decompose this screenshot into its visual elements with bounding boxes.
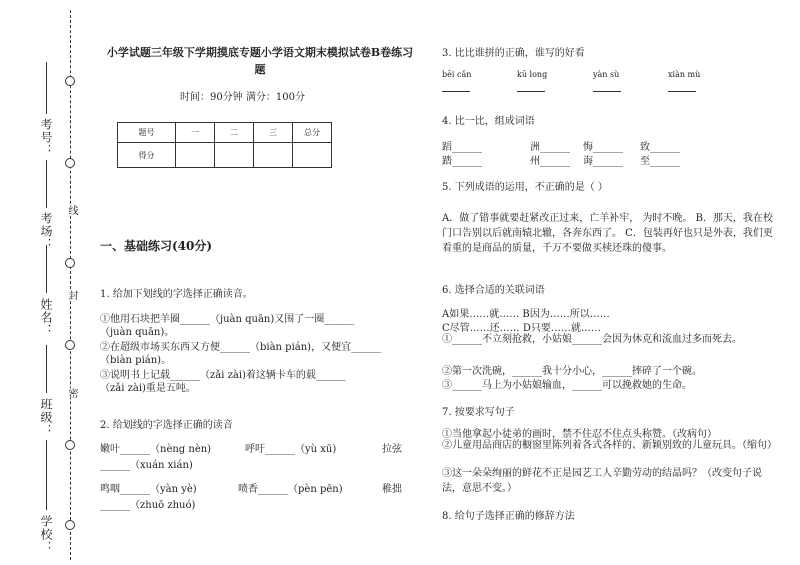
- q1-line: （juàn quān)。: [100, 327, 175, 338]
- xuexiao-field[interactable]: [46, 440, 47, 510]
- table-cell: 二: [215, 123, 254, 143]
- q4-item: 诲______: [583, 156, 623, 167]
- q2-item: 呼吁______（yù xū): [245, 444, 337, 455]
- q6-sentence: ②第一次洗碗，______我十分小心，______摔碎了一个碗。: [442, 366, 702, 377]
- q4-item: 悔______: [583, 142, 623, 153]
- label-banji: 班级：: [39, 398, 53, 437]
- q6-sentence: ①______不立刻抢救，小姑娘______会因为休克和流血过多而死去。: [442, 334, 742, 345]
- score-entry[interactable]: [293, 143, 332, 168]
- q4-item: 州______: [530, 156, 570, 167]
- seal-dashed-line: [70, 10, 71, 560]
- answer-blank[interactable]: [442, 91, 470, 92]
- q2-item: ______（zhuō zhuó): [100, 500, 196, 511]
- q5-options: A．做了错事就要赶紧改正过来，亡羊补牢， 为时不晚。 B．那天，我在校门口告别以后就南辕北辙，各奔东西了。 C．包装再好也只是外表，我们更看重的是商品的质量，千万不要做买椟还珠的傻事。: [442, 213, 773, 254]
- q6-options: A如果……就…… B因为……所以……: [442, 309, 610, 320]
- title-line-1: 小学试题三年级下学期摸底专题小学语文期末模拟试卷B卷练习: [106, 46, 414, 59]
- q6-options: C尽管……还…… D只要……就……: [442, 323, 601, 334]
- score-table: [117, 122, 332, 168]
- q7-sentence: ③这一朵朵绚丽的鲜花不正是园艺工人辛勤劳动的结晶吗？（改变句子说法，意思不变。）: [442, 468, 762, 494]
- banji-field[interactable]: [46, 345, 47, 393]
- binding-hole: [65, 158, 75, 168]
- question-4: 4. 比一比，组成词语: [442, 116, 535, 127]
- pinyin-item: bēi cǎn: [442, 70, 472, 79]
- q2-item: 嫩叶______（nèng nèn): [100, 444, 212, 455]
- time-info: 时间：90分钟 满分：100分: [180, 92, 305, 103]
- q1-line: （zǎi zài)重是五吨。: [100, 383, 196, 394]
- binding-hole: [65, 76, 75, 86]
- q7-sentence: ②儿童用品商店的橱窗里陈列着各式各样的、新颖别致的儿童玩具。（缩句）: [442, 440, 777, 451]
- label-kaochang: 考场：: [39, 212, 53, 251]
- binding-hole: [65, 258, 75, 268]
- table-cell: 题号: [118, 123, 176, 143]
- kaochang-field[interactable]: [46, 160, 47, 208]
- table-cell: 得分: [118, 143, 176, 168]
- question-2: 2. 给划线的字选择正确的读音: [100, 420, 233, 431]
- q4-item: 蹈______: [442, 142, 482, 153]
- section-heading: 一、基础练习(40分): [100, 239, 213, 253]
- seal-char-mi: 密: [66, 388, 77, 398]
- q1-line: ③说明书上记载______（zǎi zài)着这辆卡车的载______: [100, 370, 346, 381]
- answer-blank[interactable]: [517, 91, 545, 92]
- q4-item: 至______: [640, 156, 680, 167]
- score-entry[interactable]: [176, 143, 215, 168]
- label-xingming: 姓名：: [39, 298, 53, 337]
- seal-char-feng: 封: [66, 290, 77, 300]
- question-5: 5. 下列成语的运用，不正确的是（ ）: [442, 182, 608, 193]
- q2-item: 稚拙: [382, 484, 402, 495]
- q1-line: （biàn pián)。: [100, 355, 172, 366]
- table-row: [118, 123, 332, 143]
- q2-item: ______（xuán xián): [100, 460, 193, 471]
- table-cell: 三: [254, 123, 293, 143]
- title-line-2: 题: [254, 63, 266, 76]
- question-6: 6. 选择合适的关联词语: [442, 285, 545, 296]
- binding-hole: [65, 340, 75, 350]
- q4-item: 洲______: [530, 142, 570, 153]
- table-cell: 一: [176, 123, 215, 143]
- label-xuexiao: 学校：: [39, 515, 53, 554]
- score-entry[interactable]: [254, 143, 293, 168]
- binding-hole: [65, 520, 75, 530]
- pinyin-item: kū long: [517, 70, 548, 79]
- q2-item: 喷香______（pèn pēn): [238, 484, 343, 495]
- q2-item: 拉弦: [382, 444, 402, 455]
- question-1: 1. 给加下划线的字选择正确读音。: [100, 289, 253, 300]
- q1-line: ①他用石块把羊圈______（juàn quān)又围了一圈______: [100, 314, 355, 325]
- q4-item: 致______: [640, 142, 680, 153]
- xingming-field[interactable]: [46, 245, 47, 293]
- q1-line: ②在超级市场买东西又方便______（biàn pián)，又便宜______: [100, 342, 382, 353]
- seal-char-xian: 线: [66, 205, 77, 215]
- table-row: [118, 143, 332, 168]
- question-7: 7. 按要求写句子: [442, 407, 515, 418]
- binding-strip: [0, 0, 95, 565]
- answer-blank[interactable]: [668, 91, 696, 92]
- page-title: [100, 44, 420, 78]
- q7-sentence: ①当他拿起小徒弟的画时，禁不住忍不住点头称赞。（改病句）: [442, 429, 717, 440]
- pinyin-item: xiàn mù: [668, 70, 701, 79]
- q4-item: 踏______: [442, 156, 482, 167]
- table-cell: 总分: [293, 123, 332, 143]
- pinyin-item: yàn sù: [593, 70, 620, 79]
- binding-hole: [65, 440, 75, 450]
- score-entry[interactable]: [215, 143, 254, 168]
- q2-item: 鸣咽______（yàn yè): [100, 484, 197, 495]
- question-8: 8. 给句子选择正确的修辞方法: [442, 511, 575, 522]
- question-3: 3. 比比谁拼的正确，谁写的好看: [442, 48, 585, 59]
- answer-blank[interactable]: [593, 91, 621, 92]
- kaohao-field[interactable]: [46, 62, 47, 114]
- q6-sentence: ③______马上为小姑娘输血，______可以挽救她的生命。: [442, 380, 692, 391]
- label-kaohao: 考号：: [39, 118, 53, 157]
